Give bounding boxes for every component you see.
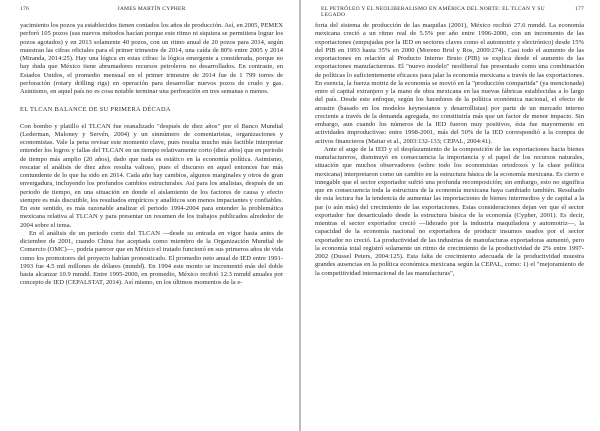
body-paragraph: yacimiento los pozos ya establecidos tienen contados los años de producción. Así, en 2005, PEMEX perforó 105 pozos (sus nuevos métodos hacían porque este ritmo ni siquiera se permitiera lograr los pozos agotados) y en 2013 solamente 40 pozos, con un ritmo anual de 20 pozos para 2014, según muestran las cifras oficiales para el primer trimestre de 2014, una caída de 80% entre 2005 y 2014 (Miranda, 2014:25). Hay una lógica en estas cifras: la lógica emergente a considerada, porque no hay duda que México tiene abrumadores recursos petroleros no desarrollados. En contraste, en Estados Unidos, el promedio mensual en el primer trimestre de 2014 fue de 1 799 torres de perforación (rotary drilling rigs) en operación para desarrollar nuevos pozos de crudo y gas. Asimismo, en aquel país no es cosa notable terminar una perforación en tres semanas o menos. — [20, 22, 283, 95]
left-page-header — [20, 6, 283, 18]
left-page — [0, 0, 299, 431]
section-heading: EL TLCAN BALANCE DE SU PRIMERA DÉCADA — [20, 106, 171, 114]
right-page-body — [315, 22, 584, 425]
running-head: EL PETRÓLEO Y EL NEOLIBERALISMO EN AMÉRICA DEL NORTE: EL TLCAN Y SU LEGADO — [321, 6, 545, 18]
running-head: JAMES MARTÍN CYPHER — [117, 6, 186, 12]
body-paragraph: Ante el auge de la IED y el desplazamiento de la composición de las exportaciones hacia bienes manufactureros, disminuyó en consecuencia la importancia y el papel de los recursos naturales, situación que muchos observadores (sobre todo los economistas ortodoxos y la clase política mexicana) interpretaron como un cambio en la estructura básica de la economía mexicana. Es cierto e innegable que el sector exportador sufrió una profunda recomposición; sin embargo, esto no significa que en consecuencia toda la estructura de la economía mexicana haya cambiado también. Resultado de esta lectura fue la tendencia de aumentar las importaciones de bienes intermedios y de capital a la par (o aún más) del crecimiento de las exportaciones. Estas consideraciones dejan ver que el sector exportador fue desarticulado desde la estructura básica de la economía (Cypher, 2001). Es decir, mientras el sector exportador creció —liderado por la industria maquiladora y automotriz—, la capacidad de la economía nacional no exportadora de producir insumos usados por el sector exportador no creció. La productividad de las industrias de manufacturas exportadoras aumentó, pero la economía total registró solamente un ritmo de crecimiento de la productividad de 2% entre 1997-2002 (Dussel Peters, 2004:125). Esta falta de crecimiento adecuada de la productividad muestra grandes ausencias en la política económica mexicana según la CEPAL, como: 1) el "mejoramiento de la competitividad internacional de las manufacturas", — [315, 145, 584, 277]
right-page — [301, 0, 600, 431]
body-paragraph: En el análisis de un periodo corto del TLCAN —desde su entrada en vigor hasta antes de diciembre de 2001, cuando China fue aceptada como miembro de la Organización Mundial de Comercio (OMC)—, podría parecer que en México el tratado funcionó en sus primeros años de vida como los promotores del proyecto habían pronosticado. El promedio neto anual de IED entre 1991-1993 fue 4.5 mil millones de dólares (mmdd). En 1994 este monto se incrementó más del doble hasta alcanzar 10.9 mmdd. Entre 1995-2000, en promedio, México recibió 12.3 mmdd anuales por concepto de IED (CEPALSTAT, 2014). Así mismo, en los últimos momentos de la e- — [20, 229, 283, 287]
left-page-body — [20, 22, 283, 425]
page-number: 176 — [20, 6, 29, 12]
right-page-header — [321, 6, 584, 18]
body-paragraph: forta del sistema de producción de las maquilas (2001), México recibió 27.6 mmdd. La economía mexicana creció a un ritmo real de 5.5% por año entre 1996-2000, con un incremento de las exportaciones (empujadas por la IED en sectores claves como el automotriz y electrónico) desde 15% del PIB en 1993 hasta 35% en 2000 (Moreno Brid y Ros, 2009:274). Casi todo el aumento de las exportaciones en relación al Producto Interno Bruto (PIB) se explica desde el aumento de las exportaciones manufactureras. El "nuevo modelo" neoliberal fue presentado como una combinación de políticas lo suficientemente eficaces para jalar la economía mexicana a través de las exportaciones. En esencia, la fuerza motriz de la economía se movió en la "producción compartida" (ya mencionada) entre el capital extranjero y la mano de obra mexicana en las nuevas fábricas establecidas a lo largo del país. Desde este enfoque, según los hacedores de la política económica nacional, el efecto de arrastre (basado en los modelos keynesianos y desarrollistas) por parte de un mercado interno creciente a través de la demanda agregada, no constituiría más que un factor de menor impacto. Sin embargo, aun cuando los números de la IED fueron muy positivos, ésta fue mayormente en actividades improductivas: entre 1998-2001, más del 50% de la IED correspondió a la compra de activos financieros (Mattar et al., 2003:132-133; CEPAL, 2004:41). — [315, 22, 584, 145]
page-number: 177 — [575, 6, 584, 12]
body-paragraph: Con bombo y platillo el TLCAN fue reanalizado "después de diez años" por el Banco Mundial (Lederman, Maloney y Servén, 2004) y un sinnúmero de comentaristas, organizaciones y economistas. Vale la pena revisar este momento clave, pues resulta mucho más factible interpretar entender los logros y fallas del TLCAN en un tiempo relativamente corto (diez años) que en periodo de tiempo más amplio (20 años), dado que nada es estático en la economía política. Asimismo, rescatar el análisis de diez años resulta valioso, pues el discurso en aquel entonces fue más contundente de lo que ha sido en 2014. Cada año hay cambios, algunos marginales y otros de gran envergadura, incluyendo los profundos cambios estructurales. Así para los analistas, después de un periodo de tiempo, en una situación en donde el aislamiento de los factores de causa y efecto siempre es más discutible, los resultados empíricos y analíticos son menos impactantes y confiables. En este sentido, es más razonable analizar el periodo 1994-2004 para entender la problemática mexicana relativa al TLCAN y para presentar un resumen de los trabajos publicados alrededor de 2004 sobre el tema. — [20, 122, 283, 229]
